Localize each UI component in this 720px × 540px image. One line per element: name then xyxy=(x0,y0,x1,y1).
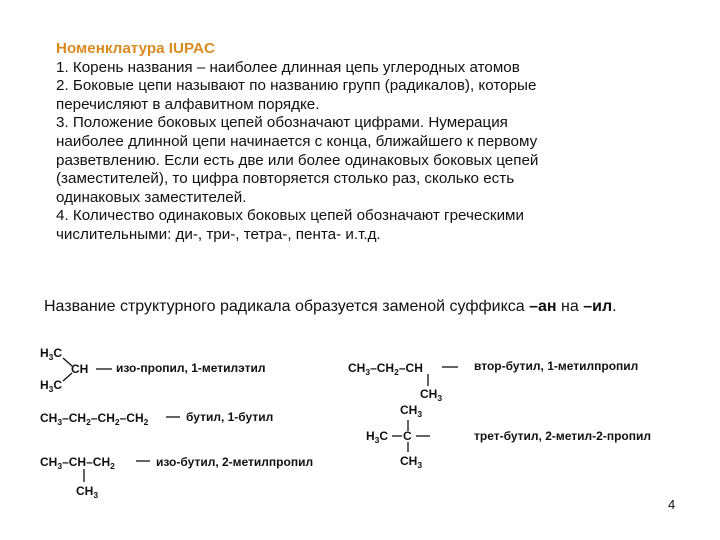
butyl-formula: $CH_3-CH_2-CH_2-CH_2$ xyxy=(40,411,149,427)
isobutyl-structure xyxy=(40,455,313,500)
tert-c: C xyxy=(403,429,412,443)
isopropyl-structure xyxy=(40,346,265,394)
rules-title: Номенклатура IUPAC xyxy=(56,40,215,57)
suffix-to: –ил xyxy=(583,298,613,315)
rule-line-1: 1. Корень названия – наиболее длинная цепь углеродных атомов xyxy=(56,58,520,76)
suffix-end: . xyxy=(612,298,617,315)
rule-line-8: одинаковых заместителей. xyxy=(56,188,247,206)
rule-line-5: наиболее длинной цепи начинается с конца, ближайшего к первому xyxy=(56,132,538,150)
rule-line-4: 3. Положение боковых цепей обозначают цифрами. Нумерация xyxy=(56,114,508,132)
rule-line-2: 2. Боковые цепи называют по названию групп (радикалов), которые xyxy=(56,77,537,95)
label-butyl: бутил, 1-бутил xyxy=(186,410,274,424)
label-secbutyl: втор-бутил, 1-метилпропил xyxy=(474,359,639,373)
rule-line-9: 4. Количество одинаковых боковых цепей обозначают греческими xyxy=(56,207,524,225)
iso-h3c-bottom: $H_3C$ xyxy=(40,378,63,394)
tert-h3c: $H_3C$ xyxy=(366,429,389,445)
secbutyl-ch3: $CH_3$ xyxy=(420,387,443,403)
tertbutyl-structure xyxy=(366,403,651,470)
rule-line-6: разветвлению. Если есть две или более одинаковых боковых цепей xyxy=(56,151,539,169)
isobutyl-formula: $CH_3-CH-CH_2$ xyxy=(40,455,115,471)
iso-ch: CH xyxy=(71,362,89,376)
secbutyl-formula: $CH_3-CH_2-CH$ xyxy=(348,361,423,377)
page-number: 4 xyxy=(668,497,676,512)
butyl-structure xyxy=(40,410,273,427)
suffix-conj: на xyxy=(561,298,579,315)
iso-h3c-top: $H_3C$ xyxy=(40,346,63,362)
rule-line-10: числительными: ди-, три-, тетра-, пента- и.т.д. xyxy=(56,225,381,243)
tert-ch3-bottom: $CH_3$ xyxy=(400,454,423,470)
label-isopropyl: изо-пропил, 1-метилэтил xyxy=(116,361,266,375)
suffix-rule-text: Название структурного радикала образуется заменой суффикса xyxy=(44,298,525,315)
rule-line-3: перечисляют в алфавитном порядке. xyxy=(56,95,320,113)
rule-line-7: (заместителей), то цифра повторяется столько раз, сколько есть xyxy=(56,170,515,188)
label-tertbutyl: трет-бутил, 2-метил-2-пропил xyxy=(474,429,651,443)
suffix-from: –ан xyxy=(529,298,557,315)
label-isobutyl: изо-бутил, 2-метилпропил xyxy=(156,455,314,469)
secbutyl-structure xyxy=(348,359,638,403)
tert-ch3-top: $CH_3$ xyxy=(400,403,423,419)
isobutyl-ch3: $CH_3$ xyxy=(76,484,99,500)
